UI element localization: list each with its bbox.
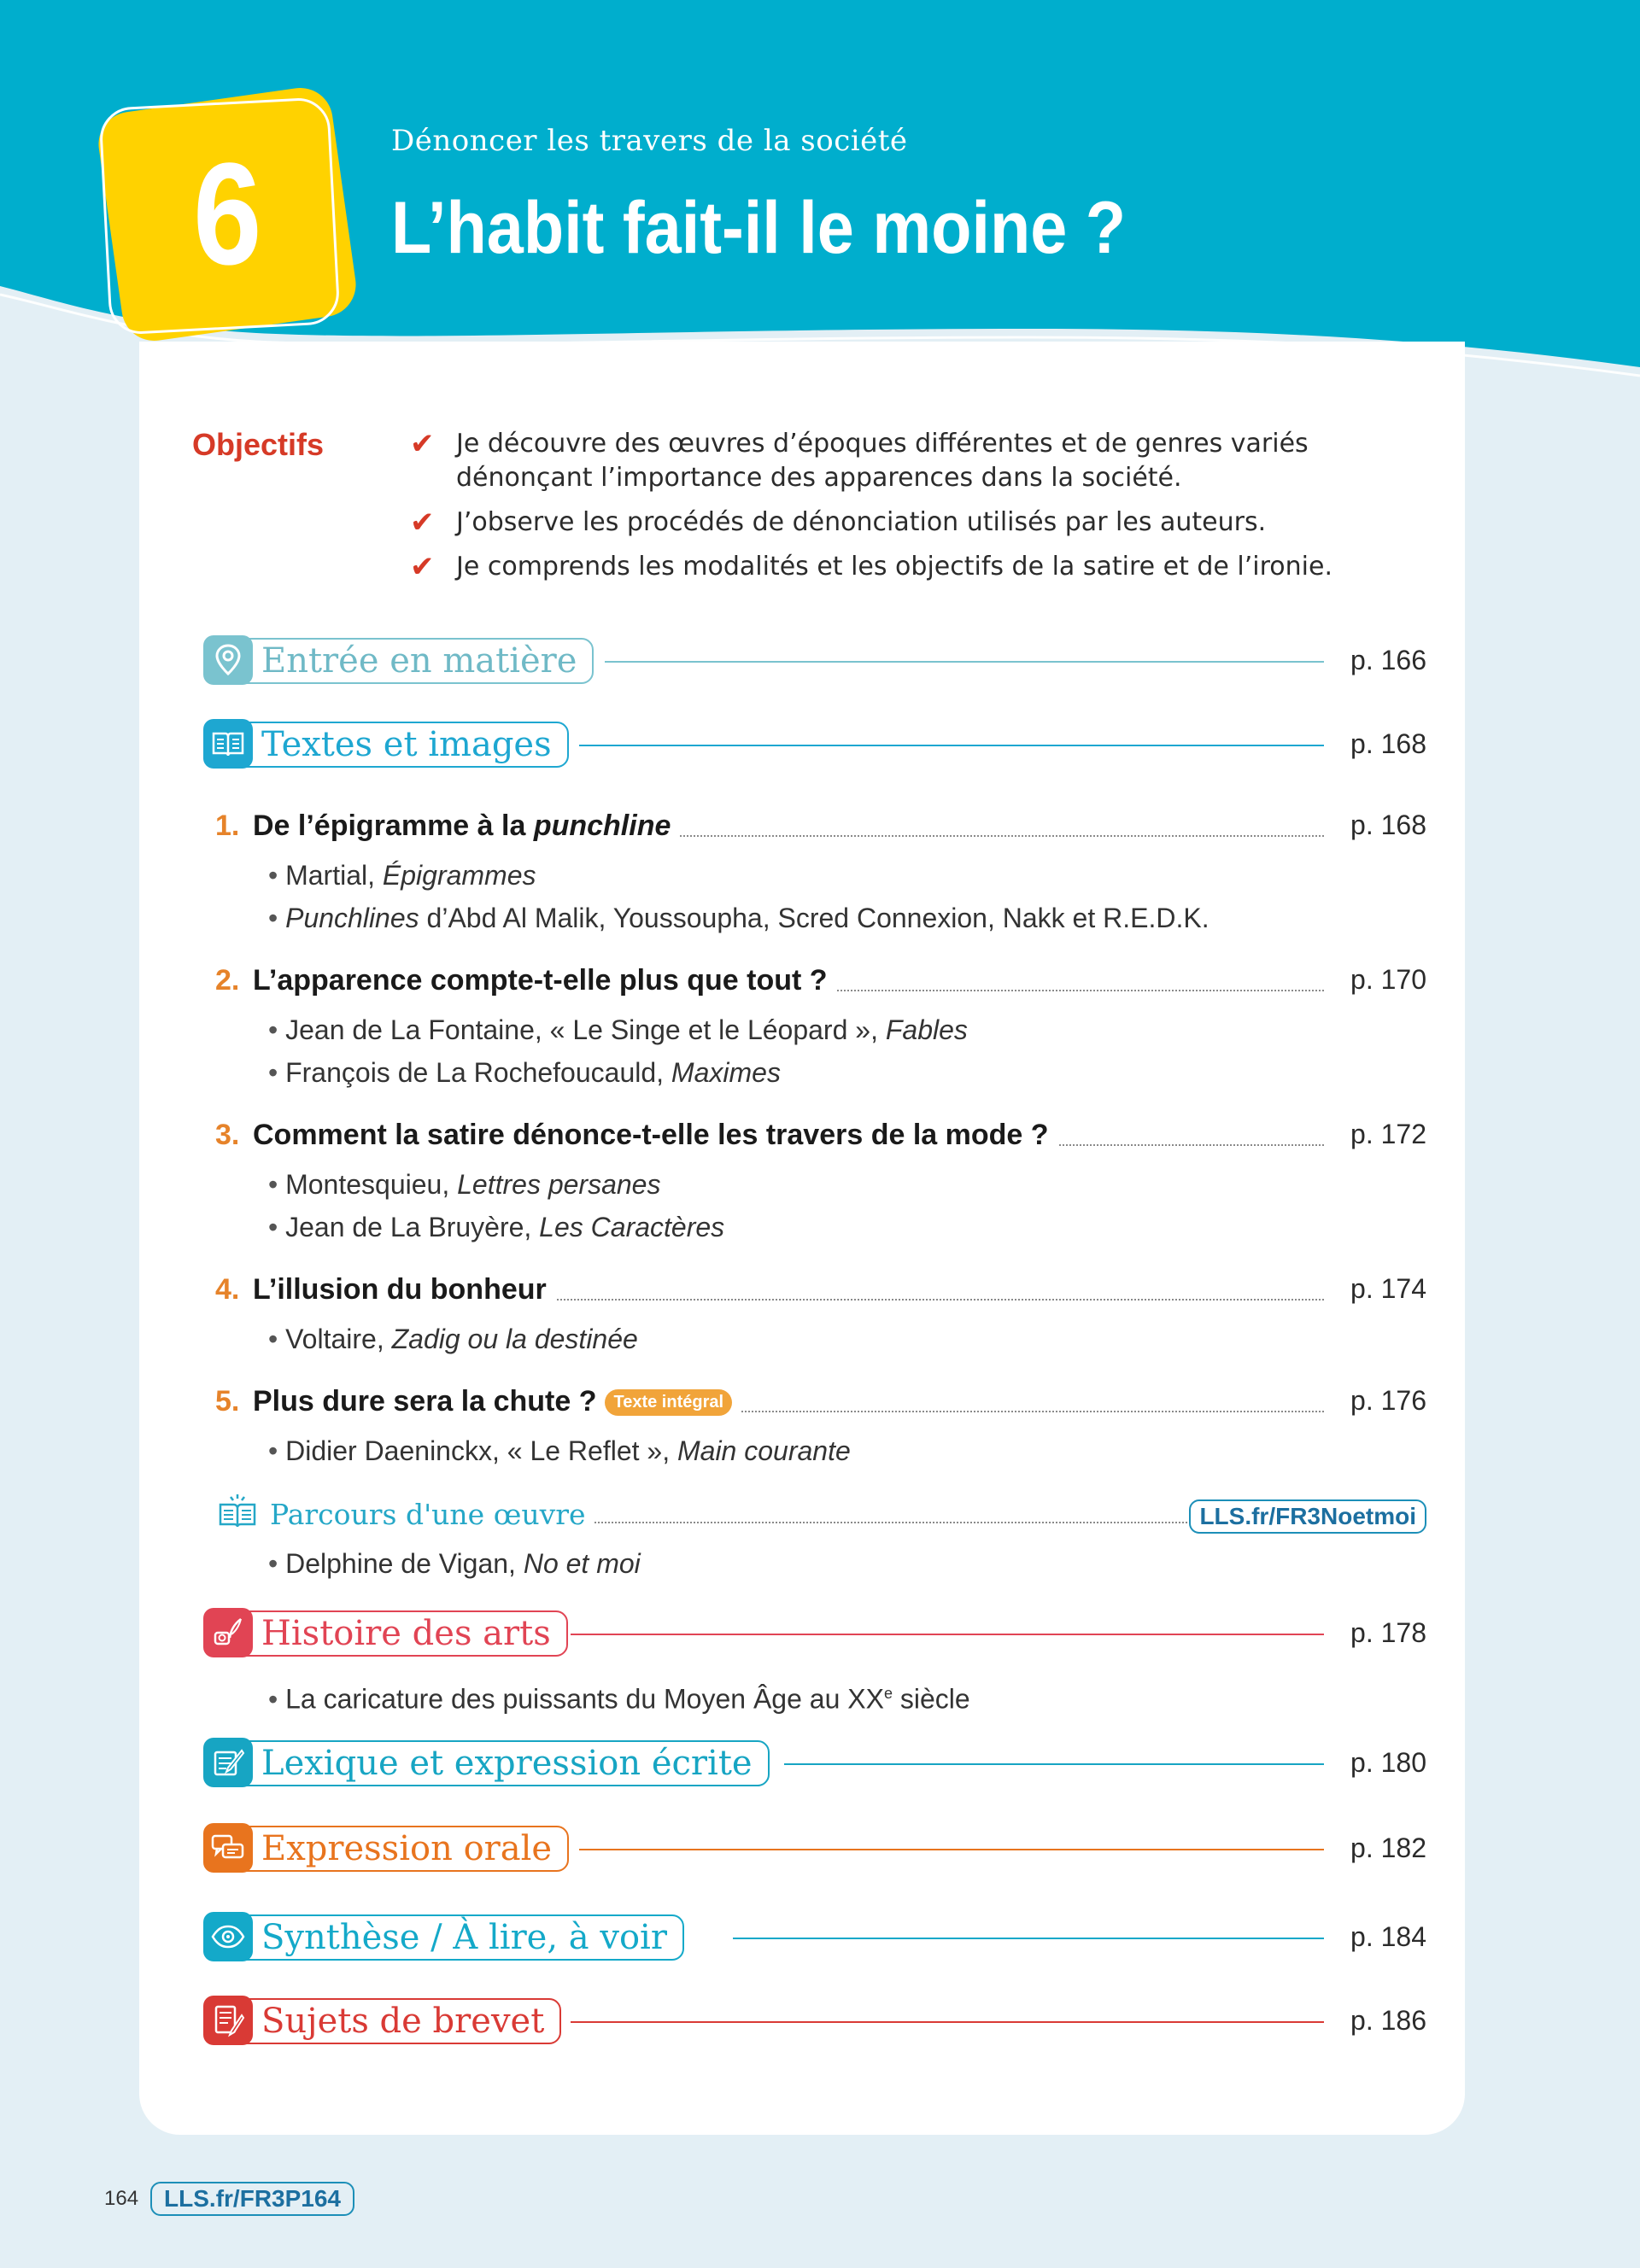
toc-item-2[interactable] [215,964,1426,1094]
toc-item-1[interactable] [215,810,1426,939]
section-pill [203,722,569,768]
item-title: Plus dure sera la chute ? Texte intégral [253,1385,741,1418]
bullet-item: • La caricature des puissants du Moyen Âge au XXe siècle [268,1672,970,1721]
parcours-label: Parcours d'une œuvre [270,1498,594,1531]
section-sujets-de-brevet[interactable] [203,1998,1426,2049]
page-number: p. 170 [1350,964,1426,995]
item-number: 4. [215,1273,240,1306]
item-bullets [268,854,1426,939]
item-title: De l’épigramme à la punchline [253,810,679,843]
section-textes-et-images[interactable] [203,722,1426,773]
page-number: p. 186 [1350,2005,1426,2036]
item-bullets [268,1542,1426,1585]
lightbulb-book-icon [217,1493,258,1534]
section-pill [203,1610,568,1657]
bullet-item: • François de La Rochefoucauld, Maximes [268,1051,1426,1094]
page-number: p. 180 [1350,1747,1426,1778]
leader-line [571,1634,1324,1635]
item-bullets [268,1008,1426,1094]
parcours-oeuvre[interactable] [215,1493,1426,1585]
texte-integral-tag: Texte intégral [605,1389,732,1416]
page-footer [104,2182,354,2216]
item-number: 2. [215,964,240,997]
item-number: 3. [215,1119,240,1151]
objective-item: ✔ J’observe les procédés de dénonciation utilisés par les auteurs. [410,506,1267,540]
section-lexique-expression-ecrite[interactable] [203,1740,1426,1792]
item-title: L’apparence compte-t-elle plus que tout ? [253,964,836,997]
leader-line [605,661,1324,663]
page-number: p. 166 [1350,645,1426,675]
section-label: Synthèse / À lire, à voir [261,1918,667,1957]
checkmark-icon: ✔ [410,550,435,584]
bullet-item: • Didier Daeninckx, « Le Reflet », Main courante [268,1429,1426,1472]
bullet-item: • Delphine de Vigan, No et moi [268,1542,1426,1585]
page-number: p. 168 [1350,810,1426,840]
bullet-item: • Martial, Épigrammes [268,854,1426,897]
leader-line [733,1938,1324,1939]
chapter-number-badge: 6 [95,84,360,345]
section-expression-orale[interactable] [203,1826,1426,1877]
bullet-item: • Punchlines d’Abd Al Malik, Youssoupha, Scred Connexion, Nakk et R.E.D.K. [268,897,1426,939]
palette-icon [203,1608,253,1657]
section-pill [203,1998,561,2044]
eye-icon [203,1912,253,1961]
leader-line [579,1849,1324,1850]
section-label: Lexique et expression écrite [261,1744,753,1783]
checkmark-icon: ✔ [410,506,435,540]
speech-bubbles-icon [203,1823,253,1873]
section-entree-en-matiere[interactable] [203,638,1426,689]
item-number: 5. [215,1385,240,1418]
bullet-item: • Voltaire, Zadig ou la destinée [268,1318,1426,1360]
item-bullets [268,1163,1426,1248]
section-pill [203,1914,684,1961]
notebook-pen-icon [203,1738,253,1787]
page-number: p. 174 [1350,1273,1426,1304]
checkmark-icon: ✔ [410,427,435,461]
objective-item: ✔ Je découvre des œuvres d’époques différentes et de genres variés dénonçant l’importance des apparences dans la société. [410,427,1309,493]
open-book-icon [203,719,253,769]
toc-item-5[interactable] [215,1385,1426,1472]
page-number: p. 168 [1350,728,1426,759]
page-number: p. 176 [1350,1385,1426,1416]
item-bullets [268,1429,1426,1472]
item-bullets [268,1318,1426,1360]
leader-line [571,2021,1324,2023]
page-number: p. 172 [1350,1119,1426,1149]
item-title: L’illusion du bonheur [253,1273,555,1306]
exam-sheet-icon [203,1996,253,2045]
page-number: p. 182 [1350,1833,1426,1863]
objectives-label: Objectifs [192,427,325,462]
toc-item-3[interactable] [215,1119,1426,1248]
location-pin-icon [203,635,253,685]
bullet-item: • Montesquieu, Lettres persanes [268,1163,1426,1206]
section-pill [203,1826,569,1872]
page-number: p. 178 [1350,1617,1426,1648]
leader-line [579,745,1324,746]
item-title: Comment la satire dénonce-t-elle les travers de la mode ? [253,1119,1057,1152]
footer-link[interactable]: LLS.fr/FR3P164 [150,2182,354,2216]
section-label: Sujets de brevet [261,2002,545,2041]
item-number: 1. [215,810,240,842]
toc-item-4[interactable] [215,1273,1426,1360]
chapter-header [0,0,1640,393]
section-label: Entrée en matière [261,641,577,681]
chapter-title: L’habit fait-il le moine ? [391,187,1127,269]
badge-outline [98,96,341,336]
section-pill [203,638,594,684]
chapter-subject: Dénoncer les travers de la société [391,124,908,158]
parcours-link[interactable]: LLS.fr/FR3Noetmoi [1189,1499,1426,1534]
leader-line [784,1763,1324,1765]
histoire-bullets [268,1672,970,1721]
section-label: Expression orale [261,1829,553,1868]
section-label: Histoire des arts [261,1614,551,1653]
bullet-item: • Jean de La Bruyère, Les Caractères [268,1206,1426,1248]
objective-item: ✔ Je comprends les modalités et les objectifs de la satire et de l’ironie. [410,550,1332,584]
section-pill [203,1740,770,1786]
footer-page-number: 164 [104,2187,139,2210]
section-label: Textes et images [261,725,552,764]
bullet-item: • Jean de La Fontaine, « Le Singe et le Léopard », Fables [268,1008,1426,1051]
objectives-list [410,427,1435,594]
page-number: p. 184 [1350,1921,1426,1952]
section-histoire-des-arts[interactable] [203,1610,1426,1662]
section-synthese[interactable] [203,1914,1426,1966]
